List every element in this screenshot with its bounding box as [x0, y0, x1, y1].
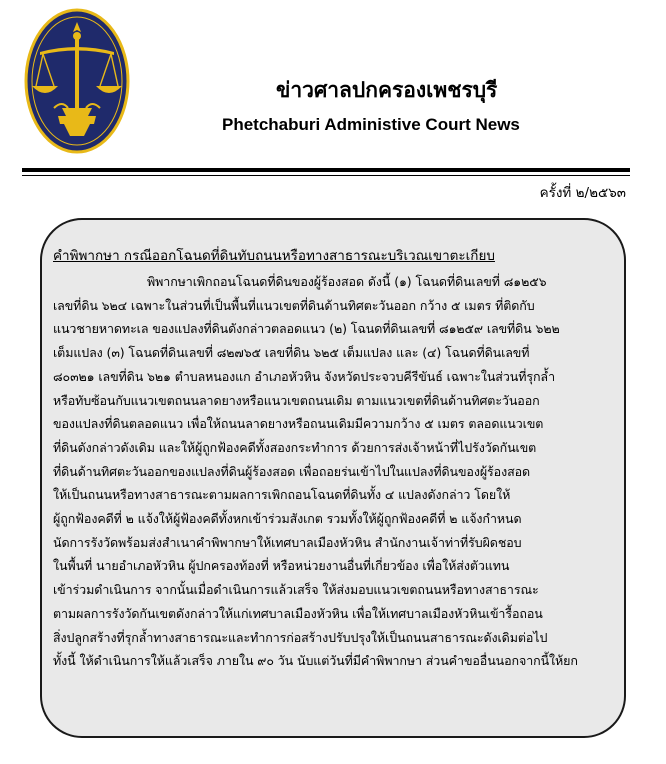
- article-line: ในพื้นที่ นายอำเภอหัวหิน ผู้ปกครองท้องที่ หรือหน่วยงานอื่นที่เกี่ยวข้อง เพื่อให้ส่งตัวแทน: [53, 558, 510, 574]
- article-line: ผู้ถูกฟ้องคดีที่ ๒ แจ้งให้ผู้ฟ้องคดีทั้งหกเข้าร่วมสังเกต รวมทั้งให้ผู้ถูกฟ้องคดีที่ ๒ แจ้งกำหนด: [53, 511, 522, 527]
- article-line: ทั้งนี้ ให้ดำเนินการให้แล้วเสร็จ ภายใน ๙๐ วัน นับแต่วันที่มีคำพิพากษา ส่วนคำขออื่นนอกจากนี้ให้ยก: [53, 653, 578, 669]
- article-body: [53, 270, 615, 673]
- issue-number: ครั้งที่ ๒/๒๕๖๓: [539, 185, 626, 201]
- court-emblem: [24, 8, 130, 154]
- article-line: สิ่งปลูกสร้างที่รุกล้ำทางสาธารณะและทำการก่อสร้างปรับปรุงให้เป็นถนนสาธารณะดังเดิมต่อไป: [53, 629, 548, 645]
- article-line: เต็มแปลง (๓) โฉนดที่ดินเลขที่ ๘๒๗๖๕ เลขที่ดิน ๖๒๕ เต็มแปลง และ (๔) โฉนดที่ดินเลขที่: [53, 345, 530, 361]
- newsletter-title-thai: ข่าวศาลปกครองเพชรบุรี: [276, 78, 498, 102]
- article-line: ของแปลงที่ดินตลอดแนว เพื่อให้ถนนลาดยางหรือถนนเดิมมีความกว้าง ๕ เมตร ตลอดแนวเขต: [53, 416, 544, 432]
- article-line: หรือทับซ้อนกับแนวเขตถนนลาดยางหรือแนวเขตถนนเดิม ตามแนวเขตที่ดินด้านทิศตะวันออก: [53, 392, 540, 408]
- article-line: ที่ดินดังกล่าวดังเดิม และให้ผู้ถูกฟ้องคดีทั้งสองกระทำการ ด้วยการส่งเจ้าหน้าที่ไปรังวัดกันเขต: [53, 439, 537, 455]
- court-scales-emblem-icon: [24, 8, 130, 154]
- article-line: ให้เป็นถนนหรือทางสาธารณะตามผลการเพิกถอนโฉนดที่ดินทั้ง ๔ แปลงดังกล่าว โดยให้: [53, 487, 511, 503]
- article-line: ตามผลการรังวัดกันเขตดังกล่าวให้แก่เทศบาลเมืองหัวหิน เพื่อให้เทศบาลเมืองหัวหินเข้ารื้อถอน: [53, 605, 543, 621]
- header-divider-thin: [22, 175, 630, 176]
- newsletter-title-english: Phetchaburi Administive Court News: [222, 115, 520, 134]
- article-line: เข้าร่วมดำเนินการ จากนั้นเมื่อดำเนินการแล้วเสร็จ ให้ส่งมอบแนวเขตถนนหรือทางสาธารณะ: [53, 582, 539, 598]
- article-line: พิพากษาเพิกถอนโฉนดที่ดินของผู้ร้องสอด ดังนี้ (๑) โฉนดที่ดินเลขที่ ๘๑๒๕๖: [147, 274, 547, 289]
- article-line: แนวชายหาดทะเล ของแปลงที่ดินดังกล่าวตลอดแนว (๒) โฉนดที่ดินเลขที่ ๘๑๒๕๙ เลขที่ดิน ๖๒๒: [53, 321, 560, 337]
- header-divider-thick: [22, 168, 630, 172]
- article-line: ที่ดินด้านทิศตะวันออกของแปลงที่ดินผู้ร้องสอด เพื่อถอยร่นเข้าไปในแปลงที่ดินของผู้ร้องสอด: [53, 463, 531, 479]
- article-line: เลขที่ดิน ๖๒๔ เฉพาะในส่วนที่เป็นพื้นที่แนวเขตที่ดินด้านทิศตะวันออก กว้าง ๕ เมตร ที่ติดกับ: [53, 297, 535, 313]
- article-line: นัดการรังวัดพร้อมส่งสำเนาคำพิพากษาให้เทศบาลเมืองหัวหิน สำนักงานเจ้าท่าที่รับผิดชอบ: [53, 534, 522, 550]
- article-headline: คำพิพากษา กรณีออกโฉนดที่ดินทับถนนหรือทางสาธารณะบริเวณเขาตะเกียบ: [53, 248, 495, 264]
- article-line: ๘๐๓๒๑ เลขที่ดิน ๖๒๑ ตำบลหนองแก อำเภอหัวหิน จังหวัดประจวบคีรีขันธ์ เฉพาะในส่วนที่รุกล้ำ: [53, 368, 556, 384]
